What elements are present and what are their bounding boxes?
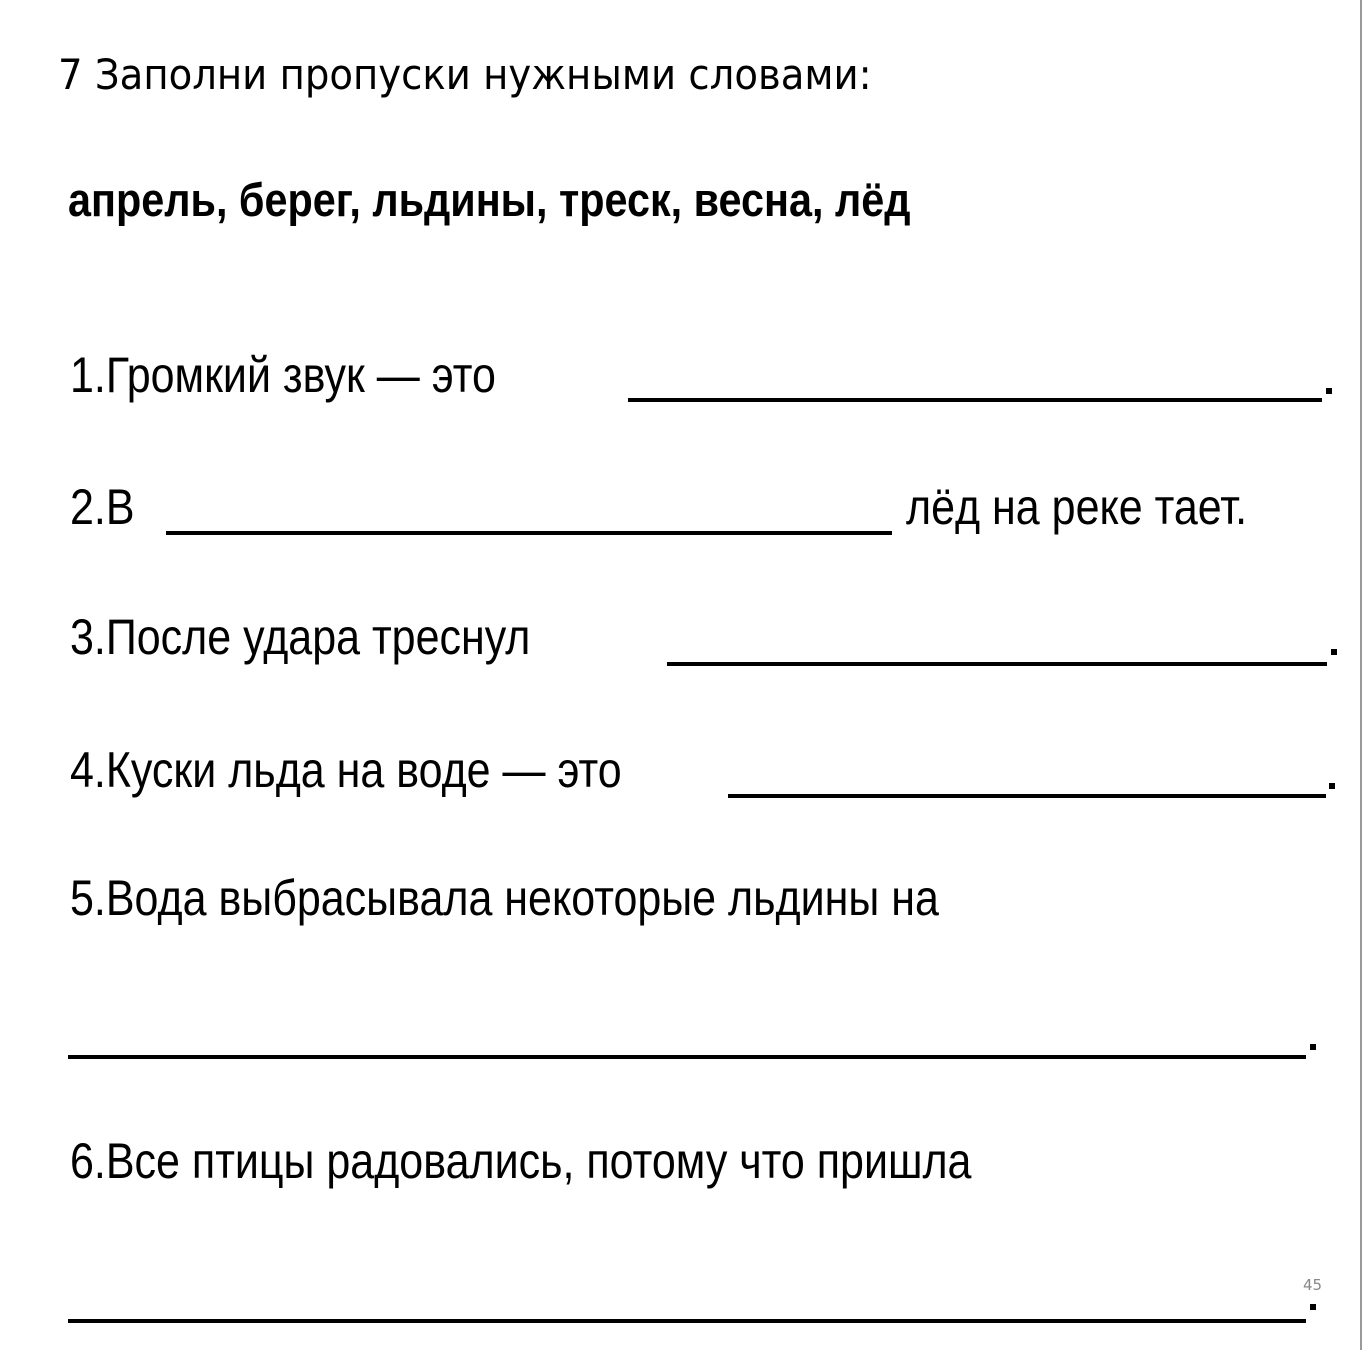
item-2-text: 2.В [70,479,135,535]
item-3-period [1331,649,1337,655]
item-6-period [1310,1304,1316,1310]
item-1-text: 1.Громкий звук — это [70,347,496,403]
item-4-period [1329,783,1335,789]
item-3-blank[interactable] [667,662,1327,666]
item-3-text: 3.После удара треснул [70,609,531,665]
item-1-period [1326,388,1332,394]
item-5-period [1310,1044,1316,1050]
item-6-text: 6.Все птицы радовались, потому что пришла [70,1133,972,1189]
item-2-after-text: лёд на реке тает. [906,479,1248,535]
page-number: 45 [1303,1276,1323,1294]
item-1-blank[interactable] [628,398,1322,402]
item-5-text: 5.Вода выбрасывала некоторые льдины на [70,870,939,926]
exercise-title: 7 Заполни пропуски нужными словами: [58,50,872,99]
item-6-blank[interactable] [68,1319,1306,1323]
item-4-text: 4.Куски льда на воде — это [70,742,622,798]
item-5-blank[interactable] [68,1055,1306,1059]
page-edge-line [1360,0,1362,1350]
item-4-blank[interactable] [728,794,1326,798]
item-2-blank[interactable] [166,531,892,535]
word-bank: апрель, берег, льдины, треск, весна, лёд [68,173,911,226]
